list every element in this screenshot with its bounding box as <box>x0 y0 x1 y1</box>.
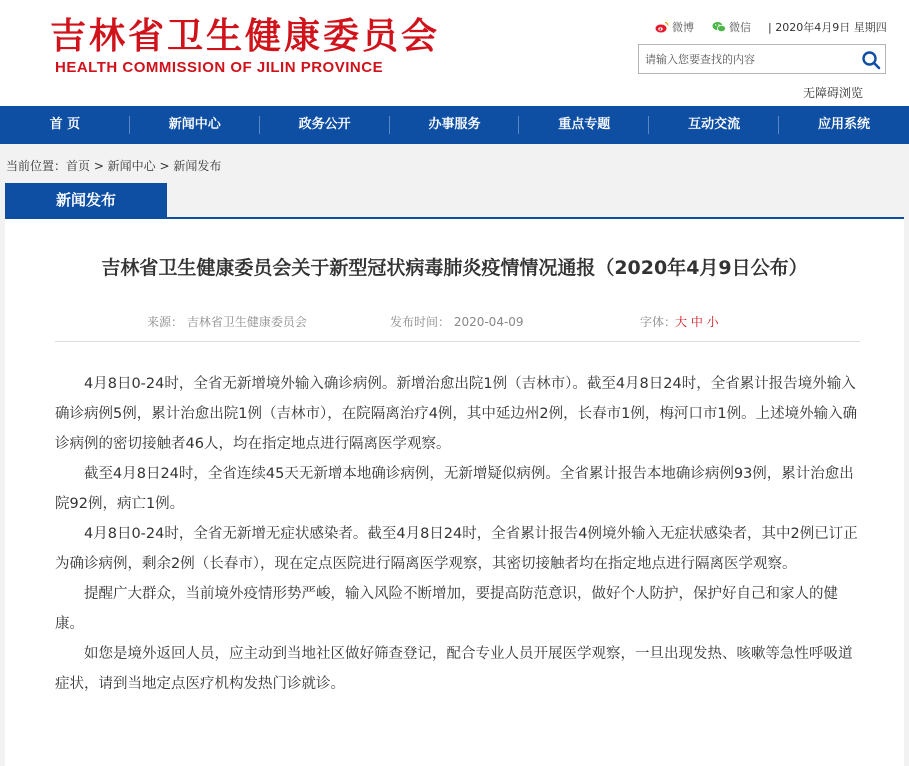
article-paragraph: 4月8日0-24时，全省无新增无症状感染者。截至4月8日24时，全省累计报告4例境外输入无症状感染者，其中2例已订正为确诊病例，剩余2例（长春市），现在定点医院进行隔离医学观察，其密切接触者均在指定地点进行隔离医学观察。 <box>55 526 858 572</box>
accessibility-link[interactable]: 无障碍浏览 <box>803 86 864 100</box>
nav-item-government-affairs[interactable] <box>260 106 390 144</box>
nav-label: 重点专题 <box>558 117 611 132</box>
main-nav <box>0 106 909 144</box>
nav-item-interaction[interactable] <box>649 106 779 144</box>
weixin-link[interactable] <box>712 19 751 35</box>
article-body <box>55 369 860 699</box>
nav-item-news-center[interactable] <box>130 106 260 144</box>
weibo-label: 微博 <box>672 21 694 34</box>
article-paragraph: 4月8日0-24时，全省无新增境外输入确诊病例。新增治愈出院1例（吉林市）。截至4月8日24时，全省累计报告境外输入确诊病例5例，累计治愈出院1例（吉林市），在院隔离治疗4例，其中延边州2例，长春市1例，梅河口市1例。上述境外输入确诊病例的密切接触者46人，均在指定地点进行隔离医学观察。 <box>55 376 858 452</box>
site-header <box>0 0 909 106</box>
article-paragraph: 提醒广大群众，当前境外疫情形势严峻，输入风险不断增加，要提高防范意识，做好个人防护，保护好自己和家人的健康。 <box>55 586 838 632</box>
article-title: 吉林省卫生健康委员会关于新型冠状病毒肺炎疫情情况通报（2020年4月9日公布） <box>101 257 808 279</box>
section-tab-news-release[interactable]: 新闻发布 <box>5 183 167 217</box>
search-input[interactable] <box>639 45 849 73</box>
weibo-icon <box>655 21 669 33</box>
social-links <box>655 19 751 35</box>
nav-label: 政务公开 <box>298 117 351 132</box>
font-size-label: 字体： <box>640 315 677 329</box>
site-logo-chinese[interactable]: 吉林省卫生健康委员会 <box>50 16 441 57</box>
wechat-icon <box>712 21 726 33</box>
current-date: | 2020年4月9日 星期四 <box>768 21 887 34</box>
nav-item-key-topics[interactable] <box>519 106 649 144</box>
article-paragraph: 如您是境外返回人员，应主动到当地社区做好筛查登记，配合专业人员开展医学观察，一旦出现发热、咳嗽等急性呼吸道症状，请到当地定点医疗机构发热门诊就诊。 <box>55 646 853 692</box>
section-header <box>5 183 904 219</box>
article-paragraph: 截至4月8日24时，全省连续45天无新增本地确诊病例，无新增疑似病例。全省累计报告本地确诊病例93例，累计治愈出院92例，病亡1例。 <box>55 466 854 512</box>
nav-item-home[interactable] <box>0 106 130 144</box>
article-source: 来源： 吉林省卫生健康委员会 <box>147 315 307 329</box>
article-meta <box>55 311 860 342</box>
nav-label: 首 页 <box>49 117 81 132</box>
article-publish-time: 发布时间： 2020-04-09 <box>390 315 524 329</box>
search-box <box>638 44 886 74</box>
nav-label: 互动交流 <box>688 117 741 132</box>
font-size-options[interactable]: 大 中 小 <box>675 315 719 329</box>
nav-item-services[interactable] <box>390 106 520 144</box>
search-icon[interactable] <box>861 50 881 70</box>
nav-label: 应用系统 <box>817 117 870 132</box>
site-logo-english[interactable]: HEALTH COMMISSION OF JILIN PROVINCE <box>55 59 384 76</box>
nav-item-applications[interactable] <box>779 106 909 144</box>
weibo-link[interactable] <box>655 19 694 35</box>
breadcrumb[interactable]: 当前位置：首页 > 新闻中心 > 新闻发布 <box>6 159 222 173</box>
weixin-label: 微信 <box>729 21 751 34</box>
nav-label: 新闻中心 <box>168 117 221 132</box>
article-panel <box>5 219 904 766</box>
nav-label: 办事服务 <box>428 117 481 132</box>
